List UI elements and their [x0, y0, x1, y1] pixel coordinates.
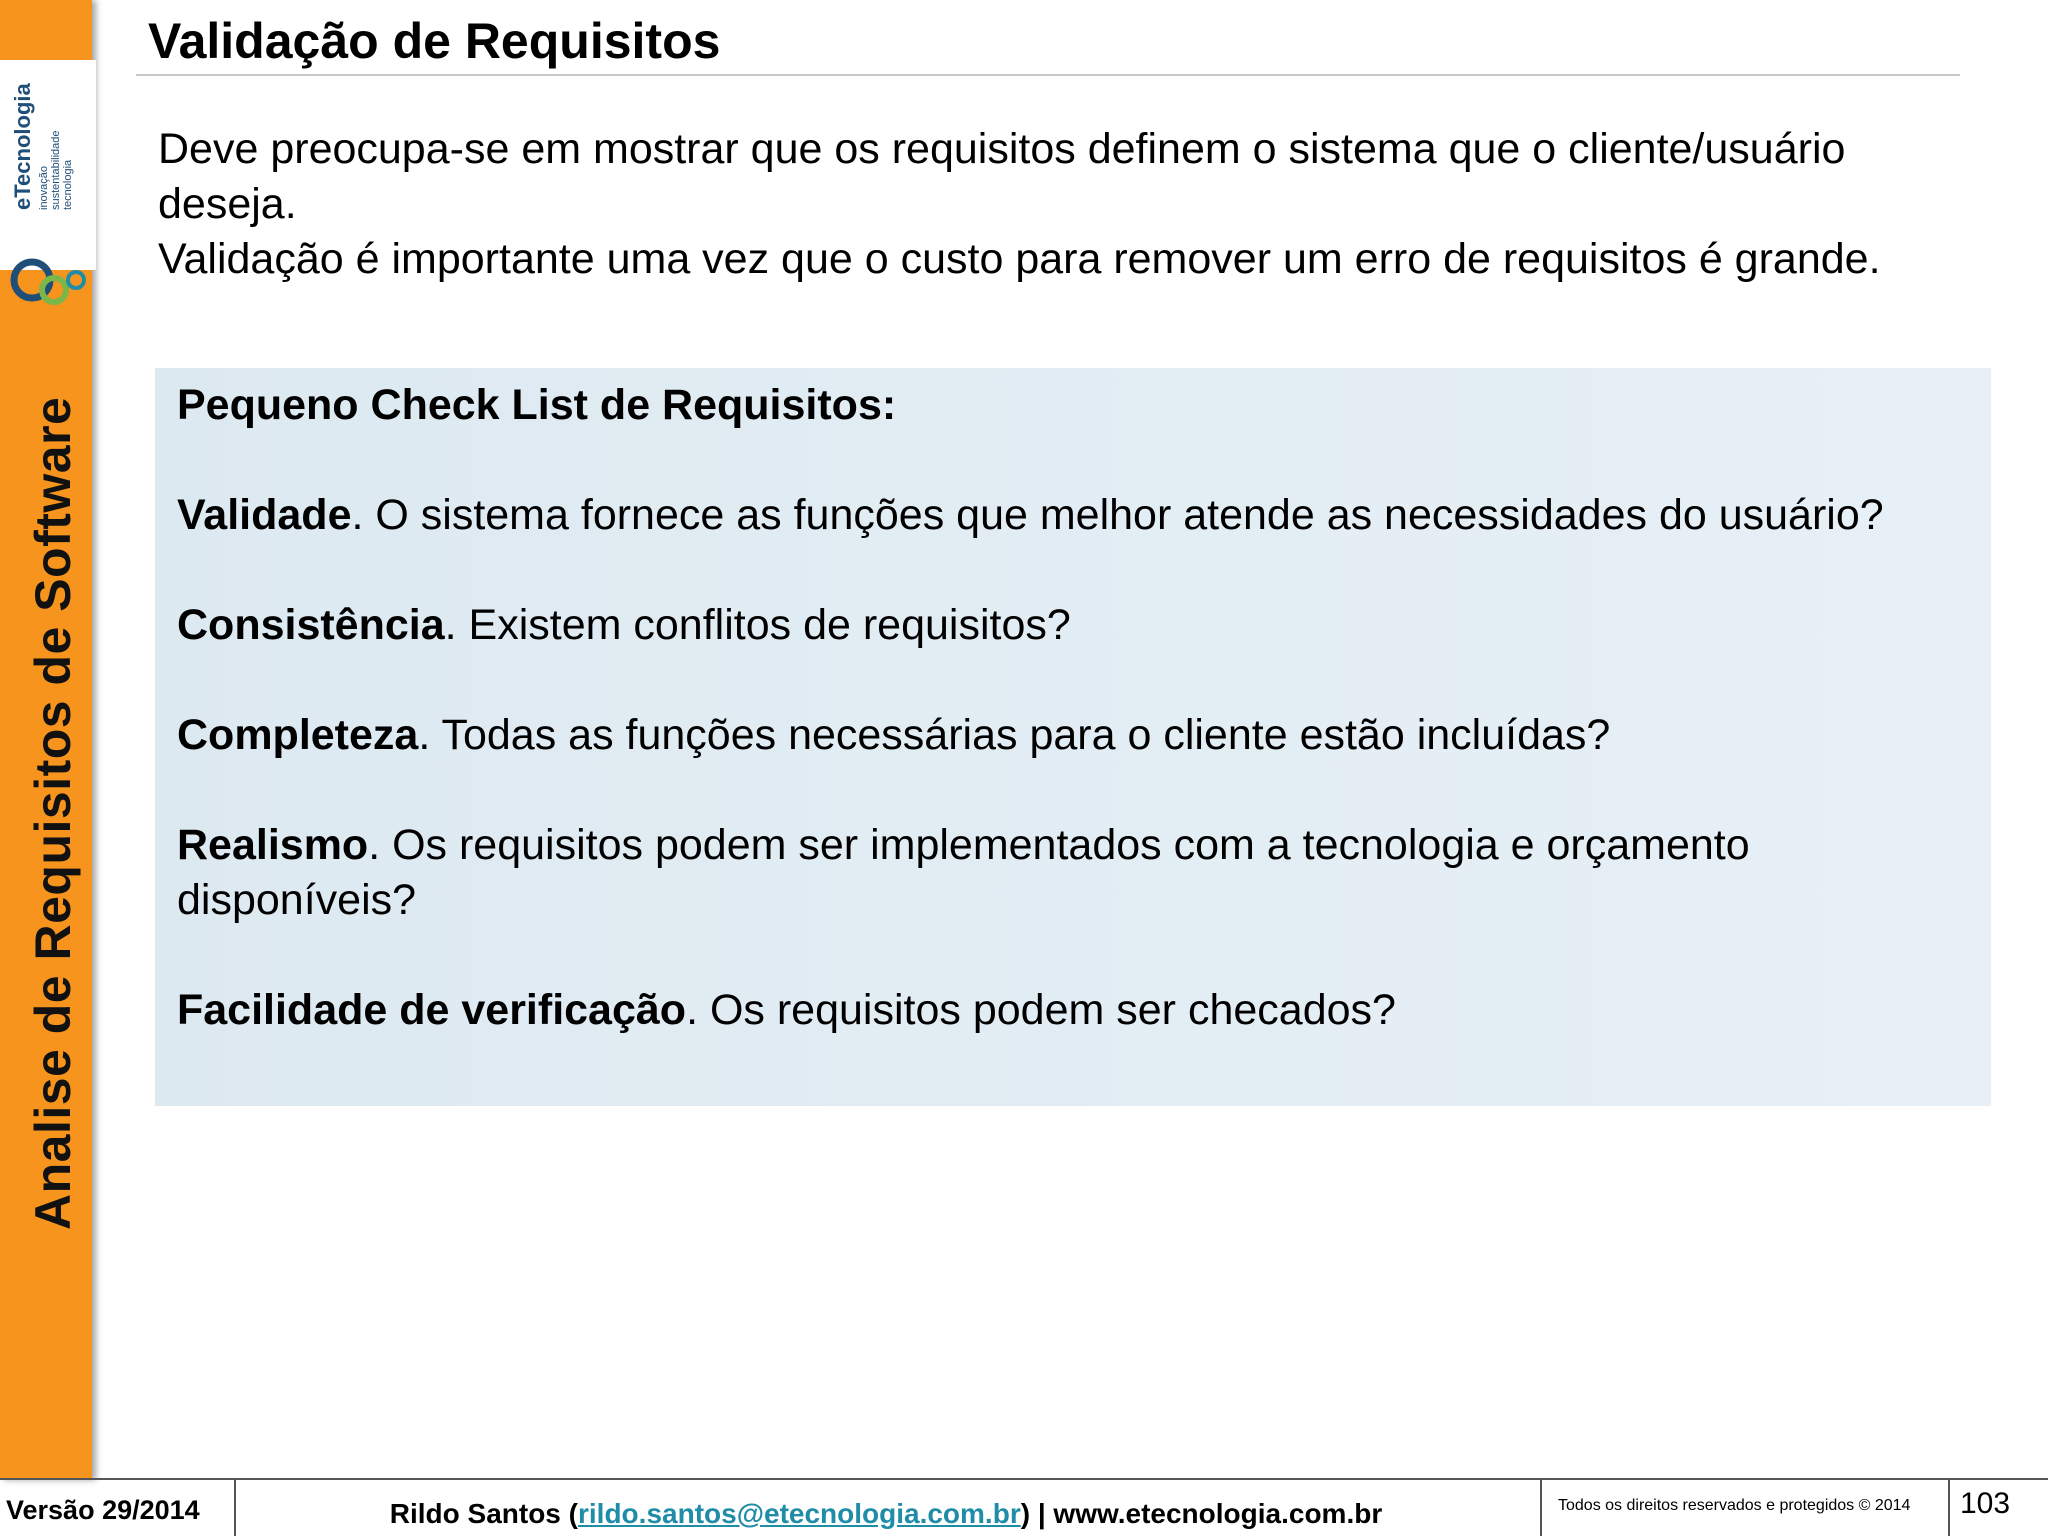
- page-title: Validação de Requisitos: [148, 13, 721, 69]
- footer-author-name: Rildo Santos (: [389, 1498, 578, 1529]
- checklist-term: Facilidade de verificação: [177, 986, 687, 1034]
- checklist-text: . Todas as funções necessárias para o cliente estão incluídas?: [418, 711, 1611, 759]
- checklist-heading: Pequeno Check List de Requisitos:: [177, 381, 897, 429]
- logo-tagline-line: inovação: [38, 165, 50, 210]
- page-number: 103: [1960, 1487, 2011, 1520]
- checklist-item: [177, 598, 1971, 653]
- logo-tagline-line: sustentabilidade: [50, 130, 62, 210]
- checklist-text: . O sistema fornece as funções que melhor atende as necessidades do usuário?: [351, 491, 1884, 539]
- footer-copyright: Todos os direitos reservados e protegidos © 2014: [1558, 1497, 1911, 1514]
- footer-divider: [0, 1478, 2048, 1480]
- checklist-item: [177, 983, 1971, 1038]
- checklist-item: [177, 488, 1971, 543]
- checklist-text: . Os requisitos podem ser checados?: [686, 986, 1396, 1034]
- intro-text: [158, 122, 1988, 287]
- checklist-text: . Os requisitos podem ser implementados com a tecnologia e orçamento disponíveis?: [177, 821, 1750, 924]
- footer-website: ) | www.etecnologia.com.br: [1020, 1498, 1383, 1529]
- logo: [0, 60, 96, 270]
- footer-separator: [1948, 1480, 1950, 1536]
- checklist-term: Realismo: [177, 821, 369, 869]
- title-divider: [136, 74, 1960, 76]
- logo-rings-icon: [6, 240, 92, 320]
- course-title: Analise de Requisitos de Software: [25, 396, 81, 1230]
- checklist-item: [177, 708, 1971, 763]
- checklist-text: . Existem conflitos de requisitos?: [444, 601, 1071, 649]
- footer-version: Versão 29/2014: [6, 1495, 200, 1525]
- checklist-box: [155, 368, 1991, 1106]
- footer-author: [236, 1498, 1536, 1530]
- intro-paragraph: Validação é importante uma vez que o custo para remover um erro de requisitos é grande.: [158, 235, 1881, 283]
- checklist-term: Completeza: [177, 711, 419, 759]
- checklist-term: Validade: [177, 491, 352, 539]
- footer-email-link[interactable]: rildo.santos@etecnologia.com.br: [578, 1498, 1021, 1529]
- checklist-item: [177, 818, 1971, 928]
- logo-brand: eTecnologia: [10, 83, 35, 210]
- footer-separator: [1540, 1480, 1542, 1536]
- logo-tagline: [38, 130, 74, 210]
- sidebar: [0, 0, 92, 1480]
- intro-paragraph: Deve preocupa-se em mostrar que os requisitos definem o sistema que o cliente/usuário deseja.: [158, 125, 1846, 228]
- logo-tagline-line: tecnologia: [62, 159, 74, 210]
- checklist-term: Consistência: [177, 601, 445, 649]
